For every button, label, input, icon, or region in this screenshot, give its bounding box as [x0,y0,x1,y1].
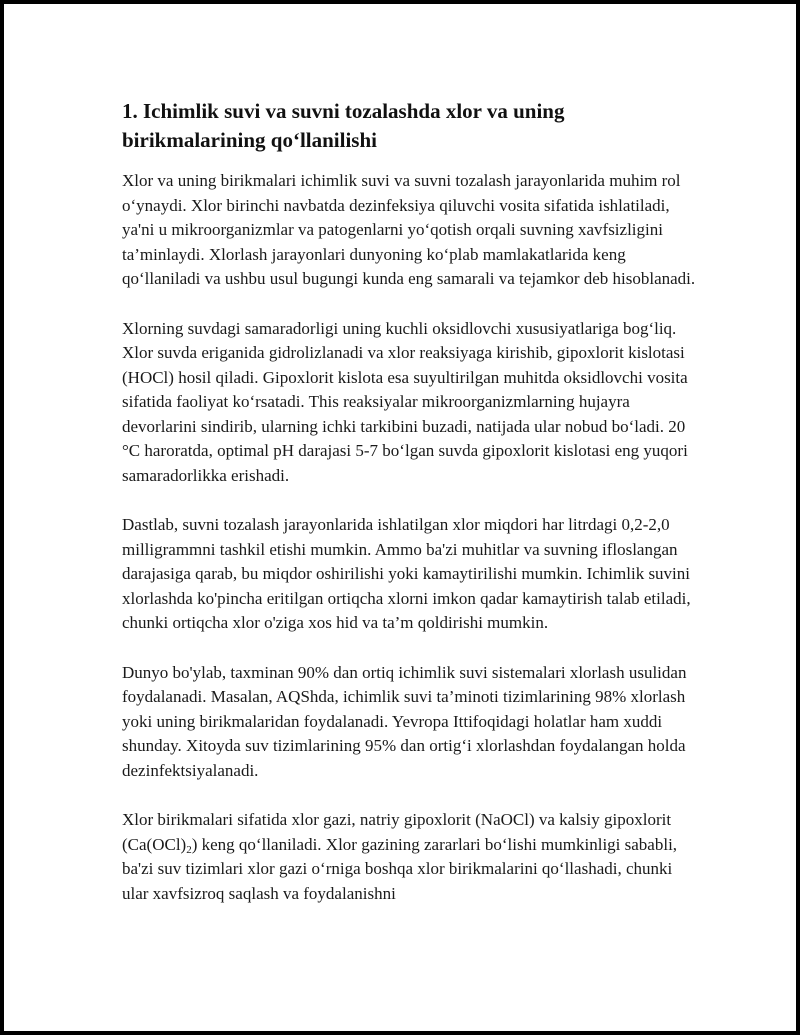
paragraph-5-subscript: 2 [186,843,192,856]
document-body [122,97,702,931]
paragraph-5 [122,808,702,906]
paragraph-1: Xlor va uning birikmalari ichimlik suvi va suvni tozalash jarayonlarida muhim rol o‘ynaydi. Xlor birinchi navbatda dezinfeksiya qiluvchi vosita sifatida ishlatiladi, ya'ni u mikroorganizmlar va patogenlarni yo‘qotish orqali suvning xavfsizligini ta’minlaydi. Xlorlash jarayonlari dunyoning ko‘plab mamlakatlarida keng qo‘llaniladi va ushbu usul bugungi kunda eng samarali va tejamkor deb hisoblanadi. [122,171,696,288]
paragraph-2: Xlorning suvdagi samaradorligi uning kuchli oksidlovchi xususiyatlariga bog‘liq. Xlor suvda eriganida gidrolizlanadi va xlor reaksiyaga kirishib, gipoxlorit kislotasi (HOCl) hosil qiladi. Gipoxlorit kislota esa suyultirilgan muhitda oksidlovchi vosita sifatida faoliyat ko‘rsatadi. This reaksiyalar mikroorganizmlarning hujayra devorlarini sindirib, ularning ichki tarkibini buzadi, natijada ular nobud bo‘ladi. 20 °C haroratda, optimal pH darajasi 5-7 bo‘lgan suvda gipoxlorit kislotasi eng yuqori samaradorlikka erishadi. [122,318,688,485]
paragraph-5-text-b: ) keng qo‘llaniladi. Xlor gazining zararlari bo‘lishi mumkinligi sababli, ba'zi suv tizimlari xlor gazi o‘rniga boshqa xlor birikmalarini qo‘llashadi, chunki ular xavfsizroq saqlash va foydalanishni [122,834,678,903]
section-heading: 1. Ichimlik suvi va suvni tozalashda xlor va uning birikmalarining qo‘llanilishi [122,99,565,152]
paragraph-4: Dunyo bo'ylab, taxminan 90% dan ortiq ichimlik suvi sistemalari xlorlash usulidan foydalanadi. Masalan, AQShda, ichimlik suvi ta’minoti tizimlarining 98% xlorlash yoki uning birikmalaridan foydalanadi. Yevropa Ittifoqidagi holatlar ham xuddi shunday. Xitoyda suv tizimlarining 95% dan ortig‘i xlorlashdan foydalangan holda dezinfektsiyalanadi. [122,662,687,780]
paragraph-3: Dastlab, suvni tozalash jarayonlarida ishlatilgan xlor miqdori har litrdagi 0,2-2,0 milligrammni tashkil etishi mumkin. Ammo ba'zi muhitlar va suvning ifloslangan darajasiga qarab, bu miqdor oshirilishi yoki kamaytirilishi mumkin. Ichimlik suvini xlorlashda ko'pincha eritilgan ortiqcha xlorni imkon qadar kamaytirish talab etiladi, chunki ortiqcha xlor o'ziga xos hid va ta’m qoldirishi mumkin. [122,515,691,632]
paragraph-5-text-a: Xlor birikmalari sifatida xlor gazi, natriy gipoxlorit (NaOCl) va kalsiy gipoxlorit (Ca(OCl) [122,810,672,854]
